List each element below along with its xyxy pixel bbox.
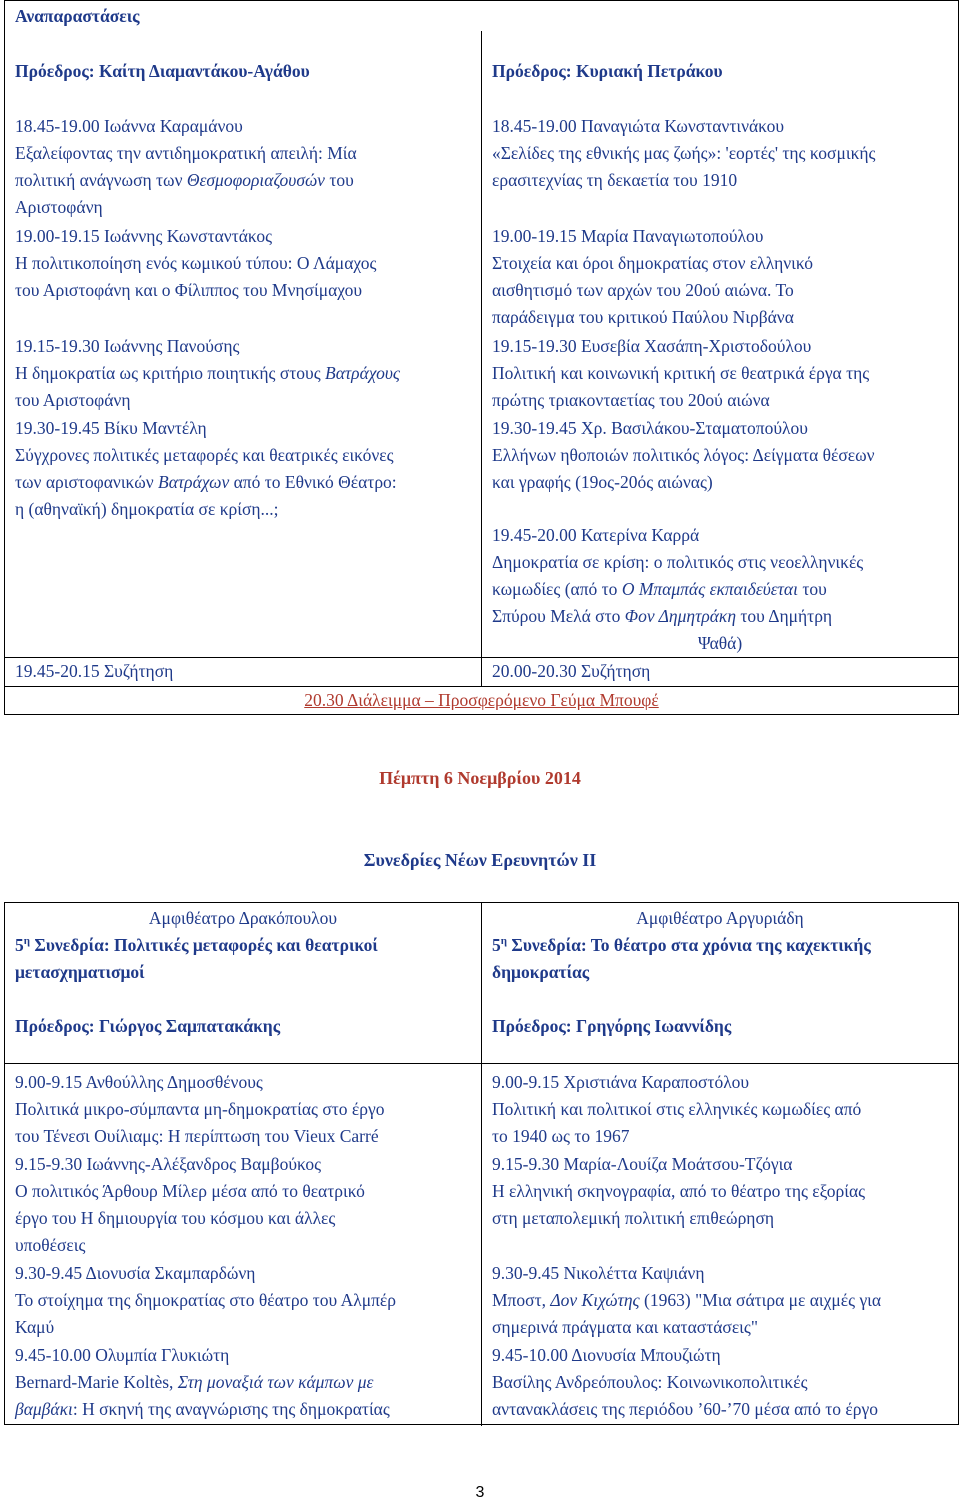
list-item: [492, 333, 948, 415]
list-item: [492, 522, 948, 657]
talk-time-speaker: 19.15-19.30 Ιωάννης Πανούσης: [15, 336, 240, 356]
table-header-row: [5, 1, 958, 31]
chair-left: Πρόεδρος: Γιώργος Σαμπατακάκης: [15, 1016, 281, 1036]
hall-name-right: Αμφιθέατρο Αργυριάδη: [636, 908, 804, 928]
talks-right: [482, 113, 958, 657]
session-header-left: [5, 903, 482, 1063]
talk-time-speaker: 19.00-19.15 Μαρία Παναγιωτοπούλου: [492, 226, 764, 246]
talk-time-speaker: 9.30-9.45 Διονυσία Σκαμπαρδώνη: [15, 1263, 256, 1283]
bottom-program-table: [4, 902, 959, 1425]
session-title-right: $5^\eta$ Συνεδρία: Το θέατρο στα χρόνια της καχεκτικής δημοκρατίας: [492, 935, 871, 982]
list-item: [15, 1151, 471, 1260]
talks-row: [5, 113, 958, 657]
bottom-talks-left: [5, 1064, 482, 1426]
discussion-right: 20.00-20.30 Συζήτηση: [492, 661, 651, 681]
list-item: [492, 1069, 948, 1151]
list-item: [15, 1069, 471, 1151]
talk-time-speaker: 9.00-9.15 Χριστιάνα Καραποστόλου: [492, 1072, 750, 1092]
talk-time-speaker: 19.15-19.30 Ευσεβία Χασάπη-Χριστοδούλου: [492, 336, 812, 356]
talk-title: Ελλήνων ηθοποιών πολιτικός λόγος: Δείγματα θέσεων και γραφής (19ος-20ός αιώνας): [492, 445, 875, 492]
break-row: [5, 686, 958, 715]
talk-title: Δημοκρατία σε κρίση: ο πολιτικός στις νεοελληνικές κωμωδίες (από το Ο Μπαμπάς εκπαιδεύεται του Σπύρου Μελά στο Φον Δημητράκη του Δημήτρη Ψαθά): [492, 552, 864, 653]
talk-time-speaker: 9.45-10.00 Διονυσία Μπουζιώτη: [492, 1345, 721, 1365]
bottom-talks-row: [5, 1063, 958, 1426]
section-title: Αναπαραστάσεις: [15, 6, 140, 26]
talk-title: Ο πολιτικός Άρθουρ Μίλερ μέσα από το θεατρικό έργο του Η δημιουργία του κόσμου και άλλες υποθέσεις: [15, 1181, 365, 1255]
page-number: 3: [475, 1484, 485, 1501]
talk-title: Η ελληνική σκηνογραφία, από το θέατρο της εξορίας στη μεταπολεμική πολιτική επιθεώρηση: [492, 1181, 866, 1228]
talk-title: Μποστ, Δον Κιχώτης (1963) "Μια σάτιρα με αιχμές για σημερινά πράγματα και καταστάσεις": [492, 1290, 882, 1337]
talk-title: «Σελίδες της εθνικής μας ζωής»: 'εορτές' της κοσμικής ερασιτεχνίας τη δεκαετία του 1910: [492, 143, 876, 190]
talk-time-speaker: 19.00-19.15 Ιωάννης Κωνσταντάκος: [15, 226, 273, 246]
hall-name-left: Αμφιθέατρο Δρακόπουλου: [148, 908, 338, 928]
talk-time-speaker: 18.45-19.00 Παναγιώτα Κωνσταντινάκου: [492, 116, 785, 136]
list-item: [15, 1342, 471, 1423]
talk-time-speaker: 9.15-9.30 Μαρία-Λουίζα Μοάτσου-Τζόγια: [492, 1154, 793, 1174]
talk-time-speaker: 9.15-9.30 Ιωάννης-Αλέξανδρος Βαμβούκος: [15, 1154, 322, 1174]
talk-time-speaker: 9.45-10.00 Ολυμπία Γλυκιώτη: [15, 1345, 230, 1365]
list-item: [492, 223, 948, 333]
talk-title: Πολιτική και κοινωνική κριτική σε θεατρικά έργα της πρώτης τριακονταετίας του 20ού αιώνα: [492, 363, 870, 410]
chair-row: [5, 31, 958, 113]
discussion-left: 19.45-20.15 Συζήτηση: [5, 658, 482, 686]
section-heading: Συνεδρίες Νέων Ερευνητών ΙΙ: [363, 850, 597, 870]
list-item: [492, 1151, 948, 1260]
talk-title: Πολιτική και πολιτικοί στις ελληνικές κωμωδίες από το 1940 ως το 1967: [492, 1099, 862, 1146]
list-item: [492, 415, 948, 522]
talk-title: Σύγχρονες πολιτικές μεταφορές και θεατρικές εικόνες των αριστοφανικών Βατράχων από το Εθνικό Θέατρο: η (αθηναϊκή) δημοκρατία σε κρίση...;: [15, 445, 397, 519]
talk-title: Πολιτικά μικρο-σύμπαντα μη-δημοκρατίας στο έργο του Τένεσι Ουίλιαμς: Η περίπτωση του Vieux Carré: [15, 1099, 385, 1146]
talk-title: Το στοίχημα της δημοκρατίας στο θέατρο του Αλμπέρ Καμύ: [15, 1290, 396, 1337]
chair-right: Πρόεδρος: Γρηγόρης Ιωαννίδης: [492, 1016, 732, 1036]
top-program-table: [4, 0, 959, 715]
talk-time-speaker: 9.30-9.45 Νικολέττα Καψιάνη: [492, 1263, 705, 1283]
list-item: [492, 1342, 948, 1423]
list-item: [15, 415, 471, 523]
date-heading: Πέμπτη 6 Νοεμβρίου 2014: [379, 768, 581, 788]
talk-time-speaker: 19.30-19.45 Χρ. Βασιλάκου-Σταματοπούλου: [492, 418, 808, 438]
talk-title: Bernard-Marie Koltès, Στη μοναξιά των κάμπων με βαμβάκι: Η σκηνή της αναγνώρισης της δημοκρατίας: [15, 1372, 390, 1419]
talk-time-speaker: 9.00-9.15 Ανθούλλης Δημοσθένους: [15, 1072, 263, 1092]
list-item: [15, 1260, 471, 1342]
list-item: [15, 223, 471, 333]
talk-title: Η πολιτικοποίηση ενός κωμικού τύπου: Ο Λάμαχος του Αριστοφάνη και ο Φίλιππος του Μνησίμαχου: [15, 253, 377, 300]
session-header-row: [5, 903, 958, 1063]
talks-left: [5, 113, 482, 657]
talk-title: Εξαλείφοντας την αντιδημοκρατική απειλή: Μία πολιτική ανάγνωση των Θεσμοφοριαζουσών του Αριστοφάνη: [15, 143, 357, 217]
session-header-right: [482, 903, 958, 1063]
break-notice: 20.30 Διάλειμμα – Προσφερόμενο Γεύμα Μπουφέ: [304, 690, 659, 710]
talk-title: Στοιχεία και όροι δημοκρατίας στον ελληνικό αισθητισμό των αρχών του 20ού αιώνα. Το παράδειγμα του κριτικού Παύλου Νιρβάνα: [492, 253, 814, 327]
list-item: [492, 113, 948, 223]
talk-time-speaker: 19.45-20.00 Κατερίνα Καρρά: [492, 525, 700, 545]
bottom-talks-right: [482, 1064, 958, 1426]
chair-right: Πρόεδρος: Κυριακή Πετράκου: [492, 61, 723, 81]
list-item: [15, 113, 471, 223]
discussion-row: [5, 657, 958, 686]
talk-time-speaker: 18.45-19.00 Ιωάννα Καραμάνου: [15, 116, 243, 136]
talk-time-speaker: 19.30-19.45 Βίκυ Μαντέλη: [15, 418, 207, 438]
talk-title: Βασίλης Ανδρεόπουλος: Κοινωνικοπολιτικές αντανακλάσεις της περιόδου ’60-’70 μέσα από το έργο: [492, 1372, 878, 1419]
list-item: [492, 1260, 948, 1342]
list-item: [15, 333, 471, 415]
chair-left: Πρόεδρος: Καίτη Διαμαντάκου-Αγάθου: [5, 31, 482, 113]
session-title-left: $5^\eta$ Συνεδρία: Πολιτικές μεταφορές και θεατρικοί μετασχηματισμοί: [15, 935, 378, 982]
talk-title: Η δημοκρατία ως κριτήριο ποιητικής στους Βατράχους του Αριστοφάνη: [15, 363, 400, 410]
